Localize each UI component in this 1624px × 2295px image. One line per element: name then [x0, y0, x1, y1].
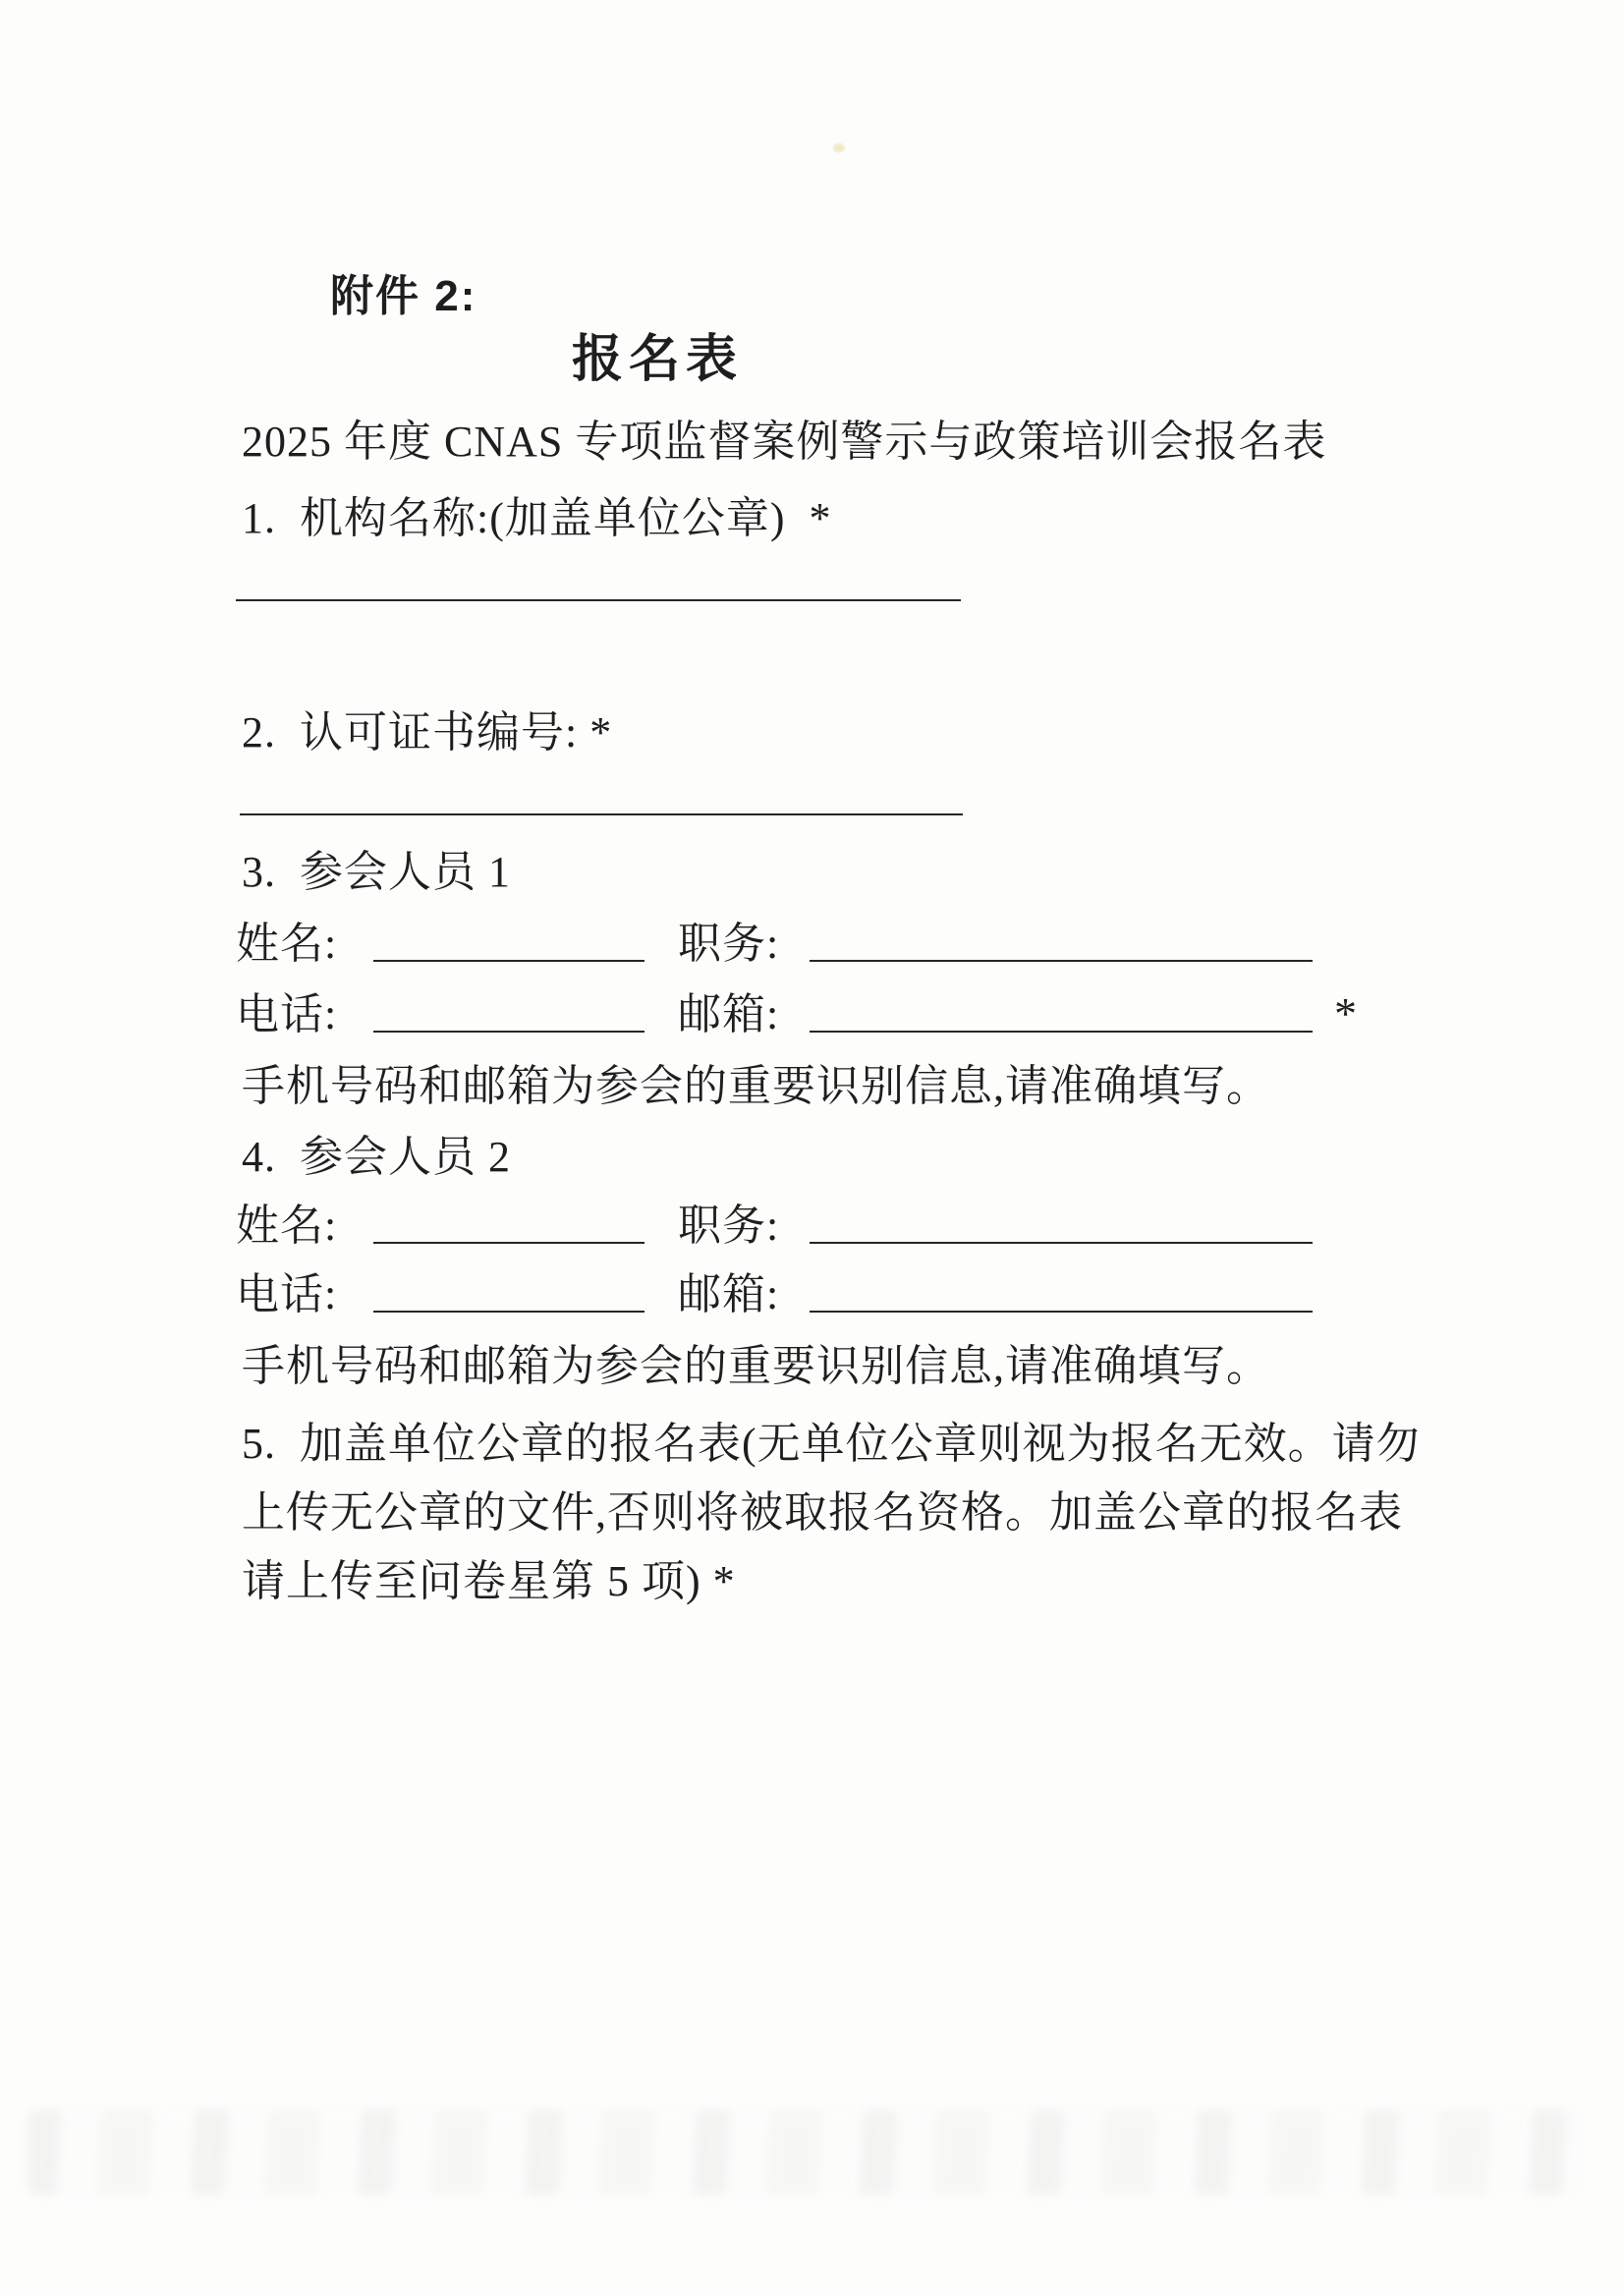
attendee2-phone-blank: [373, 1311, 644, 1313]
attendee2-name-label: 姓名:: [236, 1202, 338, 1250]
item3-attendee1-heading: 3. 参会人员 1: [242, 848, 511, 896]
attendee1-name-blank: [373, 960, 644, 962]
org-name-blank-line: [236, 599, 961, 601]
attachment-label: 附件 2:: [330, 272, 477, 320]
form-subtitle: 2025 年度 CNAS 专项监督案例警示与政策培训会报名表: [242, 418, 1327, 466]
attendee2-name-blank: [373, 1242, 644, 1244]
item1-org-name-label: 1. 机构名称:(加盖单位公章) *: [242, 494, 832, 542]
scan-bleedthrough-artifact: [28, 2110, 1580, 2195]
attendee1-email-blank: [810, 1031, 1313, 1033]
page-title: 报名表: [572, 331, 744, 388]
attendee2-phone-label: 电话:: [236, 1270, 338, 1318]
note-attendee2: 手机号码和邮箱为参会的重要识别信息,请准确填写。: [242, 1342, 1270, 1390]
item5-stamp-instruction-line1: 5. 加盖单位公章的报名表(无单位公章则视为报名无效。请勿: [242, 1420, 1421, 1468]
attendee2-title-label: 职务:: [678, 1202, 780, 1250]
attendee1-email-required-mark: *: [1334, 988, 1357, 1038]
item5-stamp-instruction-line3: 请上传至问卷星第 5 项) *: [242, 1557, 736, 1605]
attendee2-email-label: 邮箱:: [678, 1270, 780, 1318]
attendee1-email-label: 邮箱:: [678, 990, 780, 1038]
attendee2-title-blank: [810, 1242, 1313, 1244]
attendee2-email-blank: [810, 1311, 1313, 1313]
attendee1-title-label: 职务:: [678, 920, 780, 968]
certificate-no-blank-line: [240, 813, 963, 815]
item2-certificate-no-label: 2. 认可证书编号: *: [242, 708, 613, 756]
item5-stamp-instruction-line2: 上传无公章的文件,否则将被取报名资格。加盖公章的报名表: [242, 1488, 1403, 1537]
note-attendee1: 手机号码和邮箱为参会的重要识别信息,请准确填写。: [242, 1062, 1270, 1110]
attendee1-phone-blank: [373, 1031, 644, 1033]
item4-attendee2-heading: 4. 参会人员 2: [242, 1133, 511, 1181]
scan-speck-artifact: [833, 143, 845, 152]
attendee1-title-blank: [810, 960, 1313, 962]
attendee1-phone-label: 电话:: [236, 990, 338, 1038]
attendee1-name-label: 姓名:: [236, 920, 338, 968]
